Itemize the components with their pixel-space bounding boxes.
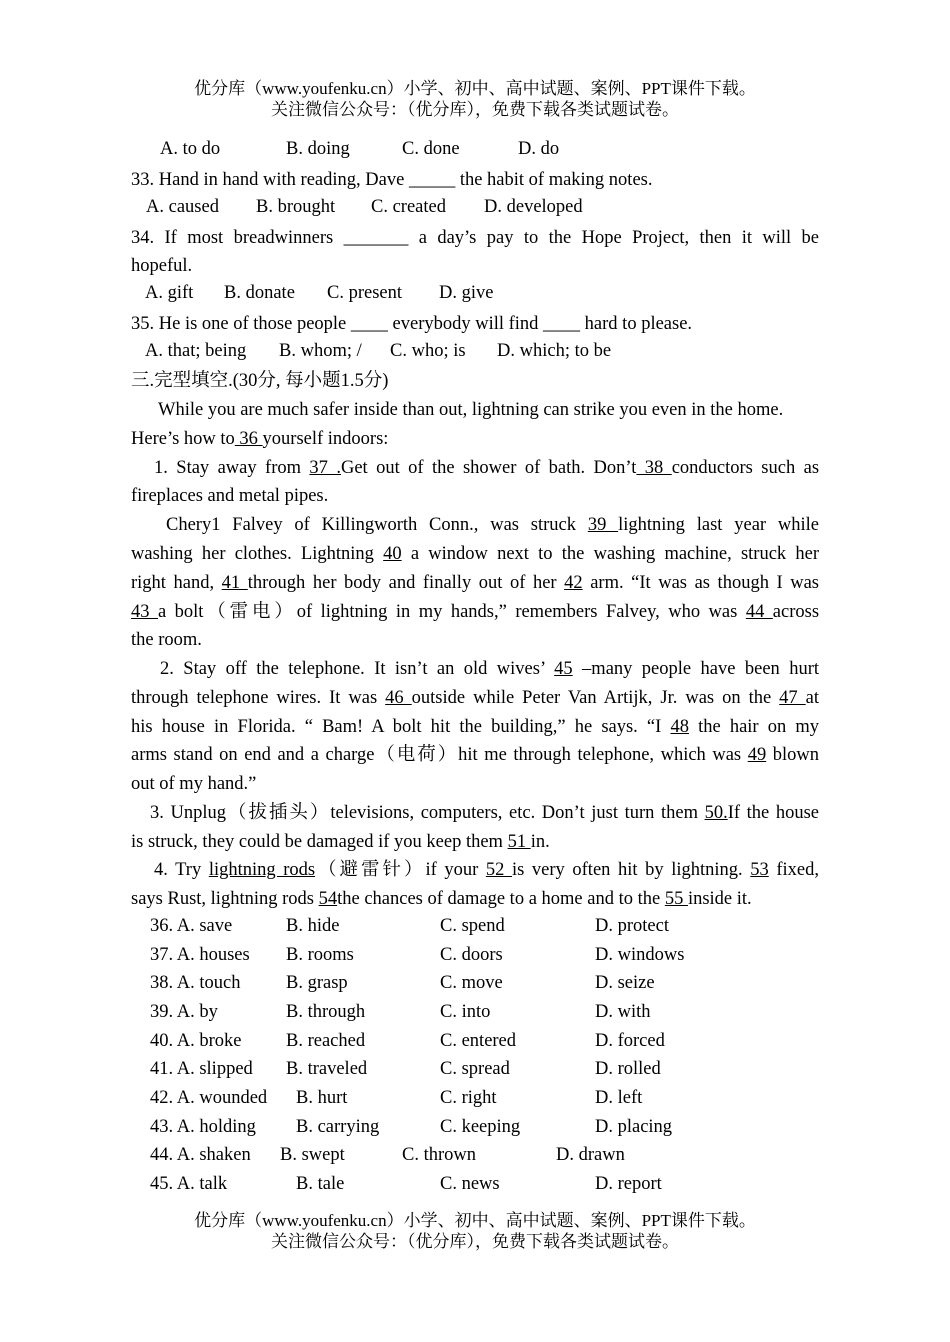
q32-option-b: B. doing bbox=[286, 139, 350, 159]
passage-line bbox=[131, 830, 819, 854]
section-3-title: 三.完型填空.(30分, 每小题1.5分) bbox=[131, 371, 389, 391]
choice-c: C. right bbox=[440, 1088, 497, 1108]
passage-text: right hand, bbox=[131, 573, 222, 593]
q32-option-d: D. do bbox=[518, 139, 560, 159]
passage-line bbox=[131, 600, 819, 624]
choice-c: C. news bbox=[440, 1174, 500, 1194]
page-footer bbox=[0, 1210, 950, 1252]
q34-stem-line-1: 34. If most breadwinners _______ a day’s pay to the Hope Project, then it will be bbox=[131, 228, 819, 248]
choice-a: 38. A. touch bbox=[150, 973, 241, 993]
passage-text: Here’s how to bbox=[131, 429, 235, 449]
choice-b: B. through bbox=[286, 1002, 366, 1022]
passage-text: the chances of damage to a home and to the bbox=[337, 889, 665, 909]
passage-text: Get out of the shower of bath. Don’t bbox=[340, 458, 637, 478]
q35-option-c: C. who; is bbox=[390, 341, 466, 361]
choice-b: B. rooms bbox=[286, 945, 354, 965]
passage-line bbox=[131, 743, 819, 767]
choice-b: B. reached bbox=[286, 1031, 366, 1051]
lightning-rods-term: lightning rods bbox=[208, 860, 316, 880]
choice-a: 42. A. wounded bbox=[150, 1088, 268, 1108]
q33-option-c: C. created bbox=[371, 197, 446, 217]
passage-line bbox=[131, 772, 819, 796]
passage-line bbox=[166, 513, 819, 537]
passage-text: conductors such as bbox=[671, 458, 820, 478]
choice-b: B. hide bbox=[286, 916, 340, 936]
choice-b: B. tale bbox=[296, 1174, 345, 1194]
page-header bbox=[0, 78, 950, 120]
choice-a: 44. A. shaken bbox=[150, 1145, 251, 1165]
header-line-1: 优分库（www.youfenku.cn）小学、初中、高中试题、案例、PPT课件下载。 bbox=[194, 79, 756, 98]
choice-c: C. doors bbox=[440, 945, 503, 965]
passage-line bbox=[131, 715, 819, 739]
passage-text: lightning last year while bbox=[618, 515, 819, 535]
passage-line bbox=[158, 398, 819, 422]
passage-text: is struck, they could be damaged if you keep them bbox=[131, 832, 508, 852]
choice-c: C. entered bbox=[440, 1031, 517, 1051]
choice-a: 43. A. holding bbox=[150, 1117, 256, 1137]
passage-text: through telephone wires. It was bbox=[131, 688, 386, 708]
choice-d: D. protect bbox=[595, 916, 669, 936]
blank-43: 43 bbox=[131, 602, 158, 622]
passage-text: through her body and finally out of her bbox=[247, 573, 565, 593]
passage-text: arms stand on end and a charge（电荷）hit me through telephone, which was bbox=[131, 745, 748, 765]
q34-option-a: A. gift bbox=[145, 283, 194, 303]
blank-41: 41 bbox=[221, 573, 248, 593]
passage-text: While you are much safer inside than out, lightning can strike you even in the home. bbox=[158, 400, 784, 420]
choice-b: B. carrying bbox=[296, 1117, 380, 1137]
passage-line bbox=[131, 686, 819, 710]
q33-stem: 33. Hand in hand with reading, Dave _____ the habit of making notes. bbox=[131, 170, 653, 190]
passage-line bbox=[131, 542, 819, 566]
passage-line bbox=[154, 456, 819, 480]
choice-c: C. move bbox=[440, 973, 503, 993]
choice-d: D. left bbox=[595, 1088, 643, 1108]
passage-text: out of my hand.” bbox=[131, 774, 257, 794]
passage-text: Chery1 Falvey of Killingworth Conn., was struck bbox=[166, 515, 588, 535]
blank-51: 51 bbox=[507, 832, 531, 852]
choice-d: D. seize bbox=[595, 973, 655, 993]
choice-b: B. hurt bbox=[296, 1088, 348, 1108]
passage-line bbox=[131, 628, 819, 652]
blank-45: 45 bbox=[554, 659, 573, 679]
choice-c: C. keeping bbox=[440, 1117, 521, 1137]
choice-d: D. rolled bbox=[595, 1059, 661, 1079]
passage-line bbox=[160, 657, 819, 681]
choice-a: 40. A. broke bbox=[150, 1031, 242, 1051]
choice-d: D. placing bbox=[595, 1117, 673, 1137]
passage-text: 4. Try bbox=[154, 860, 209, 880]
passage-text: fixed, bbox=[768, 860, 820, 880]
blank-55: 55 bbox=[664, 889, 688, 909]
choice-a: 39. A. by bbox=[150, 1002, 218, 1022]
choice-a: 36. A. save bbox=[150, 916, 233, 936]
passage-text: is very often hit by lightning. bbox=[511, 860, 751, 880]
choice-d: D. report bbox=[595, 1174, 662, 1194]
choice-c: C. spend bbox=[440, 916, 505, 936]
choice-b: B. traveled bbox=[286, 1059, 368, 1079]
passage-text: –many people have been hurt bbox=[572, 659, 819, 679]
choice-b: B. swept bbox=[280, 1145, 345, 1165]
passage-line bbox=[150, 801, 819, 825]
passage-line bbox=[131, 887, 819, 911]
q33-option-b: B. brought bbox=[256, 197, 336, 217]
blank-53: 53 bbox=[750, 860, 769, 880]
q33-option-d: D. developed bbox=[484, 197, 583, 217]
blank-52: 52 bbox=[485, 860, 512, 880]
blank-36: 36 bbox=[234, 429, 263, 449]
footer-line-2: 关注微信公众号：（优分库），免费下载各类试题试卷。 bbox=[271, 1232, 679, 1251]
blank-47: 47 bbox=[779, 688, 806, 708]
passage-line bbox=[131, 571, 819, 595]
q35-stem: 35. He is one of those people ____ everybody will find ____ hard to please. bbox=[131, 314, 693, 334]
choice-d: D. with bbox=[595, 1002, 651, 1022]
passage-text: （避雷针）if your bbox=[315, 860, 486, 880]
q35-option-a: A. that; being bbox=[145, 341, 247, 361]
q35-option-b: B. whom; / bbox=[279, 341, 362, 361]
passage-text: If the house bbox=[727, 803, 819, 823]
passage-text: at bbox=[805, 688, 820, 708]
passage-text: 1. Stay away from bbox=[154, 458, 310, 478]
blank-39: 39 bbox=[587, 515, 619, 535]
passage-text: washing her clothes. Lightning bbox=[131, 544, 384, 564]
choice-c: C. into bbox=[440, 1002, 491, 1022]
passage-text: 3. Unplug（拔插头）televisions, computers, etc. Don’t just turn them bbox=[150, 803, 705, 823]
blank-42: 42 bbox=[564, 573, 583, 593]
header-line-2: 关注微信公众号：（优分库），免费下载各类试题试卷。 bbox=[271, 100, 679, 119]
q32-option-a: A. to do bbox=[160, 139, 221, 159]
blank-48: 48 bbox=[670, 717, 689, 737]
passage-line bbox=[131, 484, 819, 508]
passage-text: says Rust, lightning rods bbox=[131, 889, 319, 909]
blank-38: 38 bbox=[636, 458, 672, 478]
passage-text: a window next to the washing machine, struck her bbox=[401, 544, 820, 564]
q34-stem-line-2: hopeful. bbox=[131, 256, 193, 276]
passage-text: his house in Florida. “ Bam! A bolt hit the building,” he says. “I bbox=[131, 717, 671, 737]
q32-option-c: C. done bbox=[402, 139, 460, 159]
passage-text: the hair on my bbox=[688, 717, 819, 737]
choice-d: D. windows bbox=[595, 945, 685, 965]
passage-text: fireplaces and metal pipes. bbox=[131, 486, 329, 506]
passage-text: inside it. bbox=[687, 889, 752, 909]
choice-c: C. spread bbox=[440, 1059, 510, 1079]
q34-option-c: C. present bbox=[327, 283, 403, 303]
q34-option-b: B. donate bbox=[224, 283, 295, 303]
passage-text: across bbox=[772, 602, 820, 622]
blank-46: 46 bbox=[385, 688, 412, 708]
passage-text: 2. Stay off the telephone. It isn’t an old wives’ bbox=[160, 659, 555, 679]
choice-a: 45. A. talk bbox=[150, 1174, 228, 1194]
choice-a: 37. A. houses bbox=[150, 945, 250, 965]
choice-a: 41. A. slipped bbox=[150, 1059, 253, 1079]
passage-line bbox=[131, 427, 819, 451]
passage-text: a bolt（雷电）of lightning in my hands,” remembers Falvey, who was bbox=[157, 602, 746, 622]
passage-text: in. bbox=[530, 832, 550, 852]
choice-b: B. grasp bbox=[286, 973, 348, 993]
blank-44: 44 bbox=[745, 602, 773, 622]
footer-line-1: 优分库（www.youfenku.cn）小学、初中、高中试题、案例、PPT课件下载。 bbox=[194, 1211, 756, 1230]
passage-line bbox=[154, 858, 819, 882]
passage-text: yourself indoors: bbox=[262, 429, 389, 449]
choice-d: D. drawn bbox=[556, 1145, 625, 1165]
blank-50: 50. bbox=[704, 803, 728, 823]
q35-option-d: D. which; to be bbox=[497, 341, 612, 361]
passage-text: blown bbox=[766, 745, 819, 765]
blank-40: 40 bbox=[383, 544, 402, 564]
blank-54: 54 bbox=[318, 889, 338, 909]
choice-d: D. forced bbox=[595, 1031, 665, 1051]
passage-text: arm. “It was as though I was bbox=[582, 573, 820, 593]
q34-option-d: D. give bbox=[439, 283, 494, 303]
passage-text: the room. bbox=[131, 630, 202, 650]
blank-49: 49 bbox=[747, 745, 767, 765]
passage-text: outside while Peter Van Artijk, Jr. was on the bbox=[411, 688, 780, 708]
choice-c: C. thrown bbox=[402, 1145, 476, 1165]
q33-option-a: A. caused bbox=[146, 197, 219, 217]
blank-37: 37 . bbox=[309, 458, 341, 478]
